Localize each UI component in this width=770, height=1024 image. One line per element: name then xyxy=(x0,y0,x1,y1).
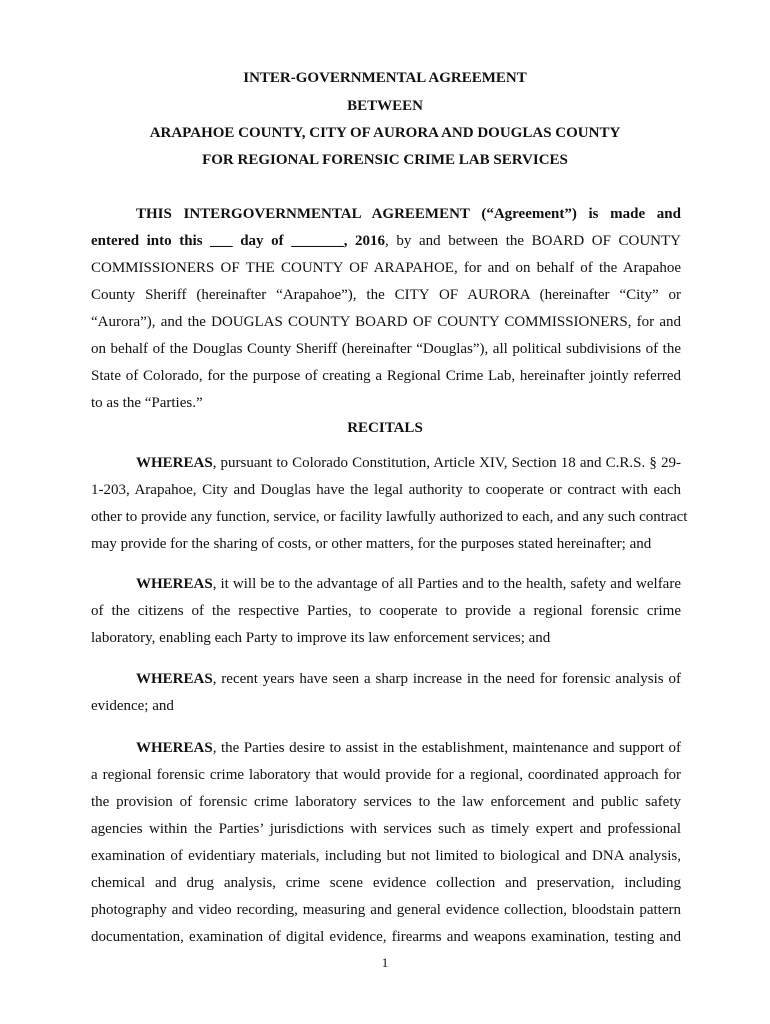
title-line-2: BETWEEN xyxy=(347,98,423,114)
intro-line-1 xyxy=(136,205,681,223)
intro-line-6: on behalf of the Douglas County Sheriff (hereinafter “Douglas”), all political subdivisions of the xyxy=(91,341,681,357)
intro-line-2 xyxy=(91,232,681,250)
whereas4-bold: WHEREAS xyxy=(136,740,213,756)
intro-line-8: to as the “Parties.” xyxy=(91,395,203,411)
whereas4-line-4: agencies within the Parties’ jurisdictions with services such as timely expert and professional xyxy=(91,821,681,837)
whereas3-line-1-text: , recent years have seen a sharp increase in the need for forensic analysis of xyxy=(212,671,681,687)
title-line-3: ARAPAHOE COUNTY, CITY OF AURORA AND DOUGLAS COUNTY xyxy=(149,125,621,141)
whereas3-line-2: evidence; and xyxy=(91,698,174,714)
intro-bold-opening: THIS INTERGOVERNMENTAL AGREEMENT (“Agreement”) is made and xyxy=(136,206,681,222)
intro-line-5: “Aurora”), and the DOUGLAS COUNTY BOARD OF COUNTY COMMISSIONERS, for and xyxy=(91,314,681,330)
whereas2-line-2: of the citizens of the respective Parties, to cooperate to provide a regional forensic crime xyxy=(91,603,681,619)
title-line-1: INTER-GOVERNMENTAL AGREEMENT xyxy=(243,70,527,86)
whereas3-line-1 xyxy=(136,670,681,688)
whereas4-line-1-text: , the Parties desire to assist in the establishment, maintenance and support of xyxy=(212,740,681,756)
whereas4-line-7: photography and video recording, measuring and general evidence collection, bloodstain pattern xyxy=(91,902,681,918)
whereas2-line-1-text: , it will be to the advantage of all Parties and to the health, safety and welfare xyxy=(212,576,681,592)
page-number: 1 xyxy=(381,955,389,970)
whereas1-line-3: other to provide any function, service, or facility lawfully authorized to each, and any such contract xyxy=(91,509,688,525)
whereas2-bold: WHEREAS xyxy=(136,576,213,592)
whereas2-line-3: laboratory, enabling each Party to improve its law enforcement services; and xyxy=(91,630,551,646)
recitals-heading: RECITALS xyxy=(347,420,423,436)
intro-line-4: County Sheriff (hereinafter “Arapahoe”), the CITY OF AURORA (hereinafter “City” or xyxy=(91,287,681,303)
whereas2-line-1 xyxy=(136,575,681,593)
whereas1-bold: WHEREAS xyxy=(136,455,213,471)
intro-line-7: State of Colorado, for the purpose of creating a Regional Crime Lab, hereinafter jointly referred xyxy=(91,368,681,384)
whereas4-line-2: a regional forensic crime laboratory that would provide for a regional, coordinated approach for xyxy=(91,767,681,783)
whereas1-line-1-text: , pursuant to Colorado Constitution, Article XIV, Section 18 and C.R.S. § 29- xyxy=(212,455,681,471)
title-line-4: FOR REGIONAL FORENSIC CRIME LAB SERVICES xyxy=(202,152,568,168)
intro-line-2-text: , by and between the BOARD OF COUNTY xyxy=(385,233,681,249)
whereas4-line-6: chemical and drug analysis, crime scene evidence collection and preservation, including xyxy=(91,875,681,891)
whereas4-line-3: the provision of forensic crime laboratory services to the law enforcement and public safety xyxy=(91,794,681,810)
intro-bold-date: entered into this ___ day of _______, 2016 xyxy=(91,233,386,249)
whereas4-line-5: examination of evidentiary materials, including but not limited to biological and DNA analysis, xyxy=(91,848,681,864)
whereas4-line-8: documentation, examination of digital evidence, firearms and weapons examination, testing and xyxy=(91,929,681,945)
intro-line-3: COMMISSIONERS OF THE COUNTY OF ARAPAHOE, for and on behalf of the Arapahoe xyxy=(91,260,681,276)
whereas1-line-4: may provide for the sharing of costs, or other matters, for the purposes stated hereinafter; and xyxy=(91,536,652,552)
whereas1-line-2: 1-203, Arapahoe, City and Douglas have the legal authority to cooperate or contract with each xyxy=(91,482,681,498)
whereas4-line-1 xyxy=(136,739,681,757)
whereas3-bold: WHEREAS xyxy=(136,671,213,687)
whereas1-line-1 xyxy=(136,454,681,472)
